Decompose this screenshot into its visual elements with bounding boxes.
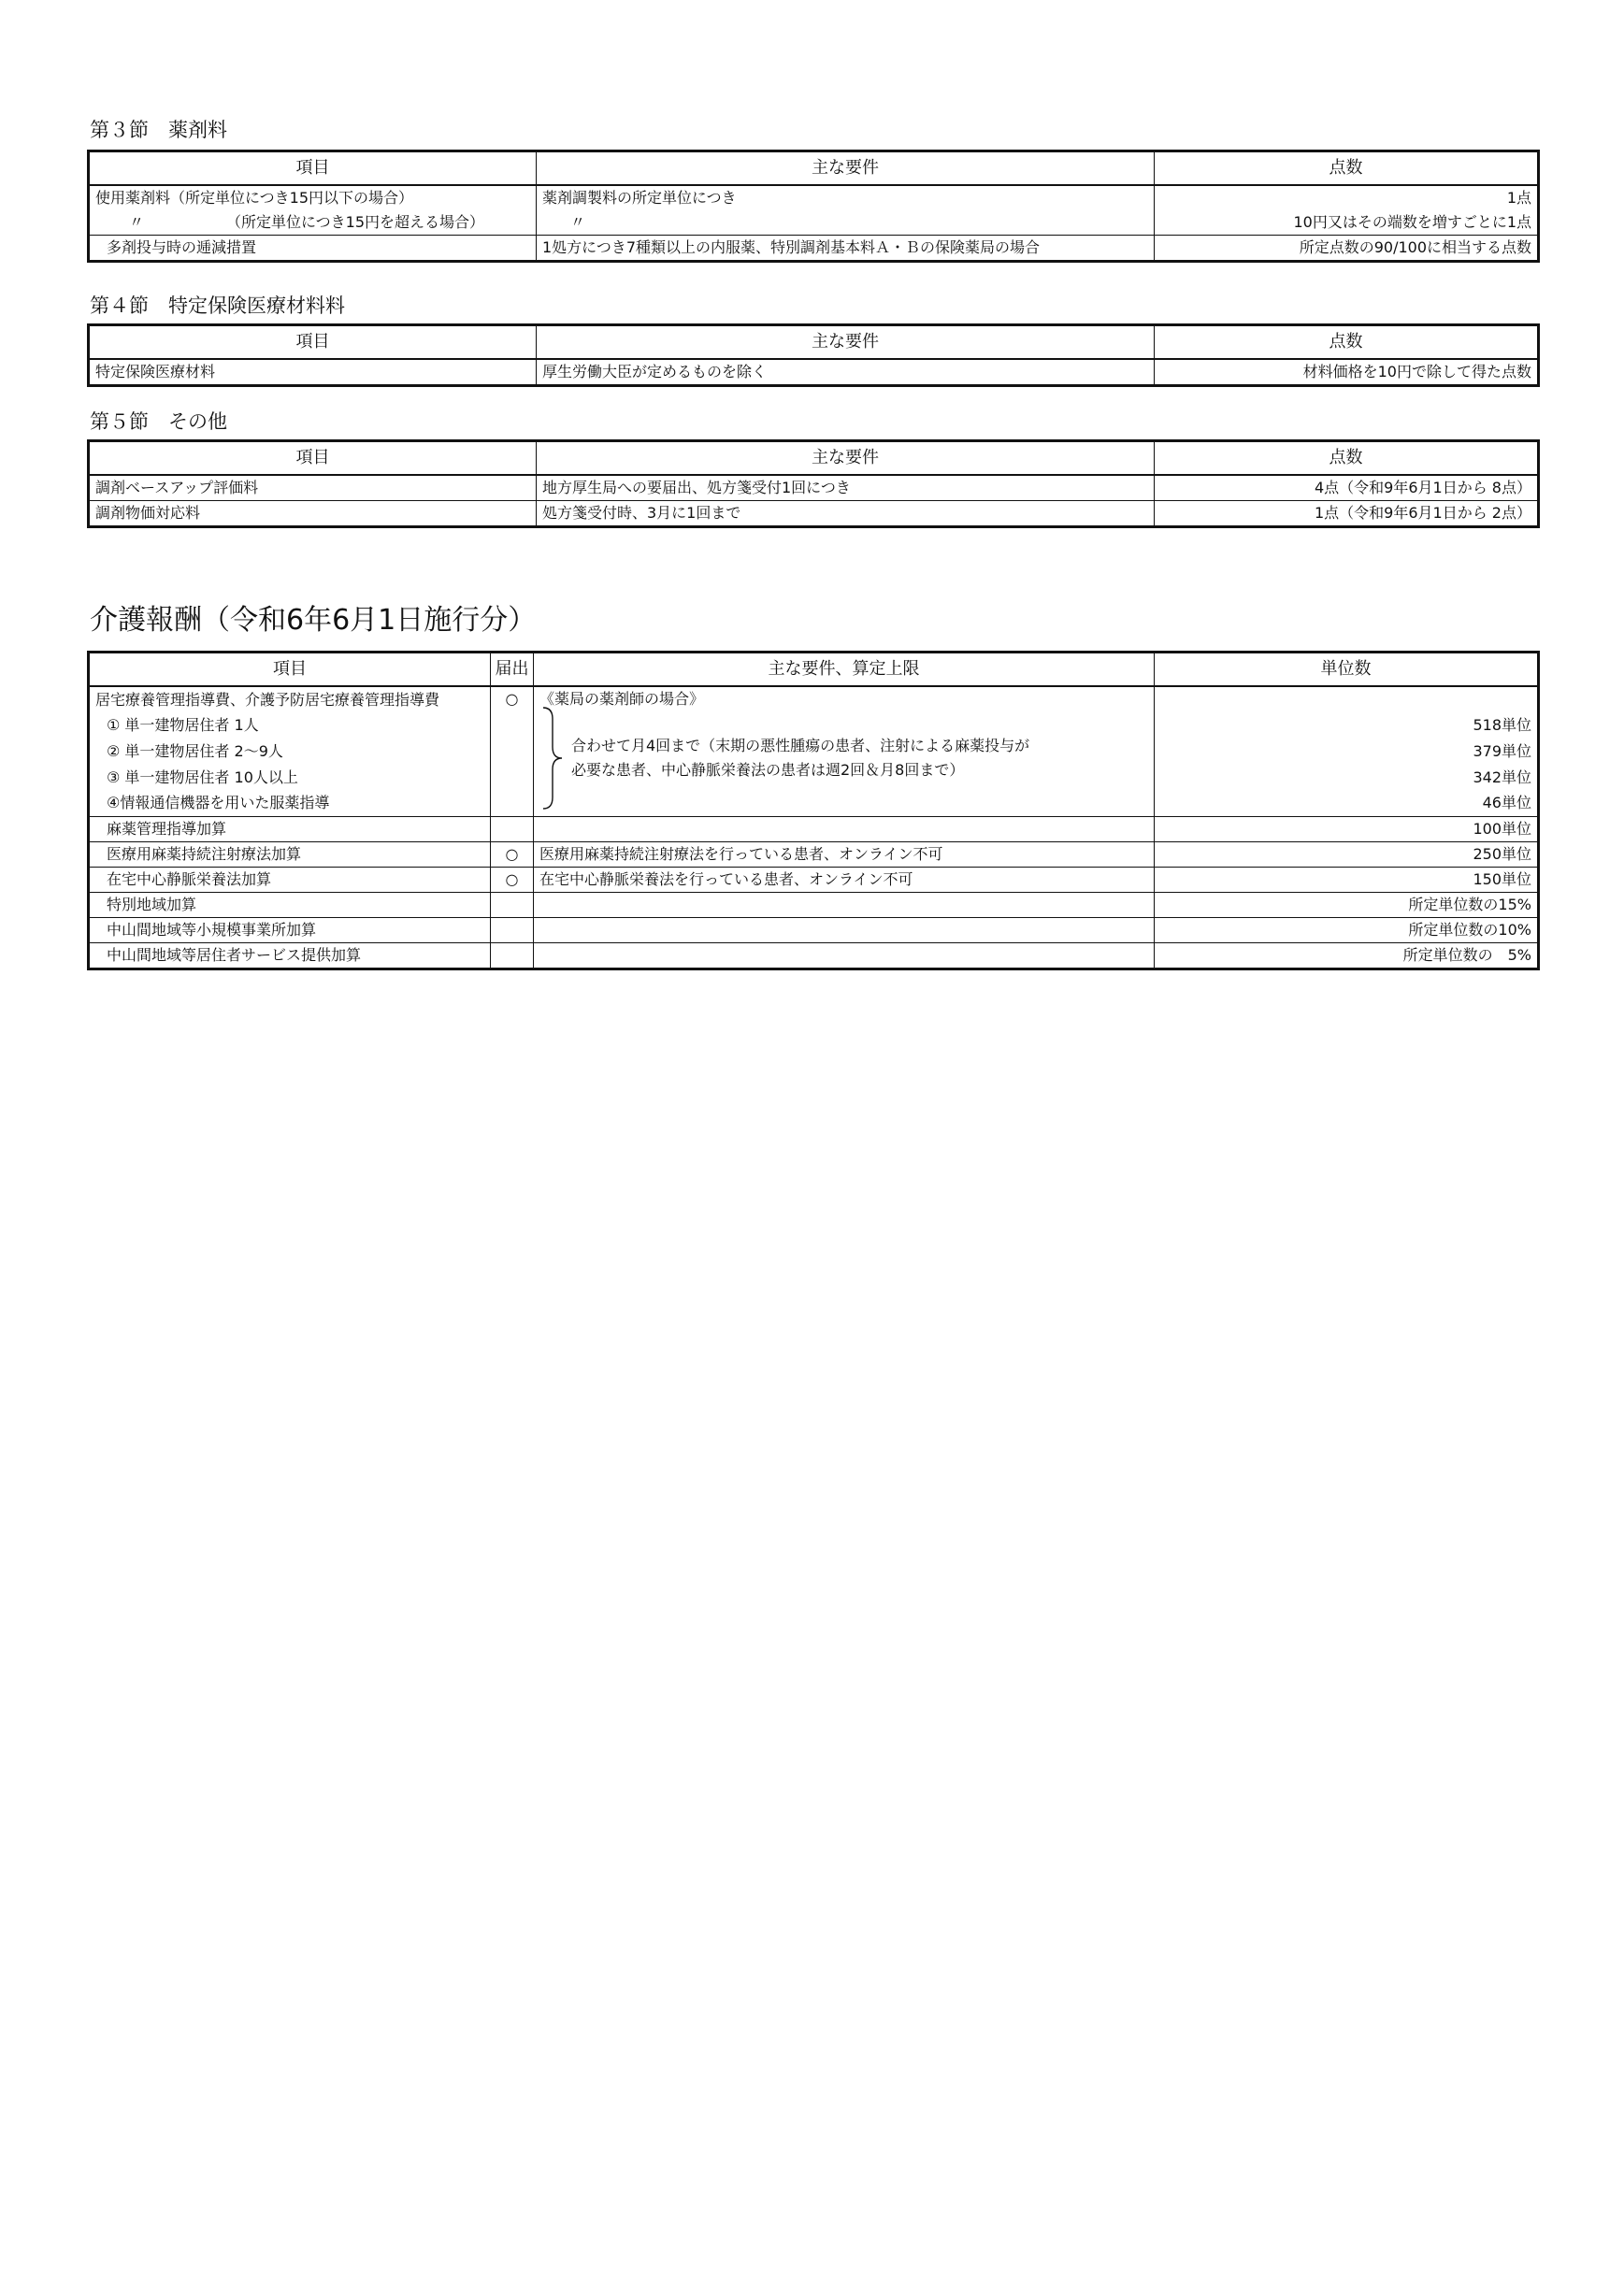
- section-5-table: [87, 439, 1540, 528]
- requirement-cell: 医療用麻薬持続注射療法を行っている患者、オンライン不可: [534, 842, 1155, 868]
- units-cell: 518単位: [1155, 713, 1539, 739]
- table-row: [89, 359, 1539, 386]
- item-cell: 調剤ベースアップ評価料: [89, 475, 537, 501]
- requirement-cell: 薬剤調製料の所定単位につき: [537, 185, 1155, 210]
- notification-mark: [491, 817, 534, 842]
- table-row: [89, 686, 1539, 713]
- requirement-cell: [534, 893, 1155, 918]
- notification-mark: [491, 893, 534, 918]
- sub-item-cell: ④情報通信機器を用いた服薬指導: [89, 790, 491, 816]
- table-header-row: [89, 151, 1539, 186]
- units-cell: 342単位: [1155, 765, 1539, 791]
- requirement-note-line-2: 必要な患者、中心静脈栄養法の患者は週2回＆月8回まで）: [571, 761, 965, 779]
- header-requirement: 主な要件: [537, 441, 1155, 476]
- item-cell: 中山間地域等小規模事業所加算: [89, 918, 491, 943]
- table-row: [89, 236, 1539, 262]
- item-cell: 特別地域加算: [89, 893, 491, 918]
- header-points: 点数: [1155, 441, 1539, 476]
- requirement-note-line-1: 合わせて月4回まで（末期の悪性腫瘍の患者、注射による麻薬投与が: [571, 737, 1030, 754]
- requirement-cell: 在宅中心静脈栄養法を行っている患者、オンライン不可: [534, 868, 1155, 893]
- sub-item-cell: ① 単一建物居住者 1人: [89, 713, 491, 739]
- units-cell: 所定単位数の15%: [1155, 893, 1539, 918]
- requirement-cell: [534, 686, 1155, 817]
- table-row: [89, 918, 1539, 943]
- requirement-heading: 《薬局の薬剤師の場合》: [539, 690, 705, 708]
- requirement-cell: 地方厚生局への要届出、処方箋受付1回につき: [537, 475, 1155, 501]
- header-notification: 届出: [491, 653, 534, 687]
- header-units: 単位数: [1155, 653, 1539, 687]
- notification-mark: [491, 943, 534, 969]
- points-cell: 所定点数の90/100に相当する点数: [1155, 236, 1539, 262]
- item-cell: 特定保険医療材料: [89, 359, 537, 386]
- requirement-cell: [534, 943, 1155, 969]
- table-row: [89, 943, 1539, 969]
- section-4-table: [87, 323, 1540, 387]
- notification-mark: ○: [491, 686, 534, 817]
- item-cell: 使用薬剤料（所定単位につき15円以下の場合）: [89, 185, 537, 210]
- item-cell: 医療用麻薬持続注射療法加算: [89, 842, 491, 868]
- units-cell: 所定単位数の 5%: [1155, 943, 1539, 969]
- header-item: 項目: [89, 151, 537, 186]
- requirement-cell: 厚生労働大臣が定めるものを除く: [537, 359, 1155, 386]
- units-cell: [1155, 686, 1539, 713]
- header-item: 項目: [89, 325, 537, 360]
- notification-mark: ○: [491, 842, 534, 868]
- brace-icon: [541, 706, 566, 811]
- requirement-block: [534, 687, 1154, 816]
- kaigo-title: 介護報酬（令和6年6月1日施行分）: [90, 604, 537, 637]
- section-4-title: 第４節 特定保険医療材料料: [90, 294, 345, 317]
- header-item: 項目: [89, 653, 491, 687]
- section-3-title: 第３節 薬剤料: [90, 119, 227, 141]
- notification-mark: ○: [491, 868, 534, 893]
- header-requirement: 主な要件、算定上限: [534, 653, 1155, 687]
- requirement-cell: 1処方につき7種類以上の内服薬、特別調剤基本料Ａ・Ｂの保険薬局の場合: [537, 236, 1155, 262]
- units-cell: 250単位: [1155, 842, 1539, 868]
- section-5-title: 第５節 その他: [90, 410, 227, 433]
- ditto-mark: 〃: [570, 213, 586, 231]
- item-cell: 在宅中心静脈栄養法加算: [89, 868, 491, 893]
- requirement-cell: [534, 817, 1155, 842]
- points-cell: 1点: [1155, 185, 1539, 210]
- units-cell: 所定単位数の10%: [1155, 918, 1539, 943]
- table-header-row: [89, 653, 1539, 687]
- sub-item-cell: ② 単一建物居住者 2～9人: [89, 739, 491, 765]
- section-3-table: [87, 150, 1540, 263]
- points-cell: 1点（令和9年6月1日から 2点）: [1155, 501, 1539, 527]
- item-cell: 多剤投与時の逓減措置: [89, 236, 537, 262]
- table-row: [89, 501, 1539, 527]
- ditto-mark: 〃: [129, 213, 145, 231]
- requirement-cell: [534, 918, 1155, 943]
- table-row: [89, 475, 1539, 501]
- item-text: （所定単位につき15円を超える場合）: [226, 213, 485, 231]
- sub-item-cell: ③ 単一建物居住者 10人以上: [89, 765, 491, 791]
- item-cell: 麻薬管理指導加算: [89, 817, 491, 842]
- units-cell: 46単位: [1155, 790, 1539, 816]
- kaigo-table: [87, 651, 1540, 970]
- table-row: [89, 817, 1539, 842]
- header-requirement: 主な要件: [537, 325, 1155, 360]
- table-row: [89, 210, 1539, 236]
- table-header-row: [89, 325, 1539, 360]
- points-cell: 10円又はその端数を増すごとに1点: [1155, 210, 1539, 236]
- notification-mark: [491, 918, 534, 943]
- requirement-cell: 処方箋受付時、3月に1回まで: [537, 501, 1155, 527]
- item-cell: 居宅療養管理指導費、介護予防居宅療養管理指導費: [89, 686, 491, 713]
- header-requirement: 主な要件: [537, 151, 1155, 186]
- table-header-row: [89, 441, 1539, 476]
- header-points: 点数: [1155, 151, 1539, 186]
- table-row: [89, 868, 1539, 893]
- header-points: 点数: [1155, 325, 1539, 360]
- table-row: [89, 893, 1539, 918]
- units-cell: 150単位: [1155, 868, 1539, 893]
- requirement-cell: [537, 210, 1155, 236]
- item-cell: 中山間地域等居住者サービス提供加算: [89, 943, 491, 969]
- requirement-note: [571, 734, 1029, 782]
- units-cell: 379単位: [1155, 739, 1539, 765]
- points-cell: 4点（令和9年6月1日から 8点）: [1155, 475, 1539, 501]
- points-cell: 材料価格を10円で除して得た点数: [1155, 359, 1539, 386]
- table-row: [89, 842, 1539, 868]
- item-cell: 調剤物価対応料: [89, 501, 537, 527]
- units-cell: 100単位: [1155, 817, 1539, 842]
- header-item: 項目: [89, 441, 537, 476]
- item-cell: [89, 210, 537, 236]
- table-row: [89, 185, 1539, 210]
